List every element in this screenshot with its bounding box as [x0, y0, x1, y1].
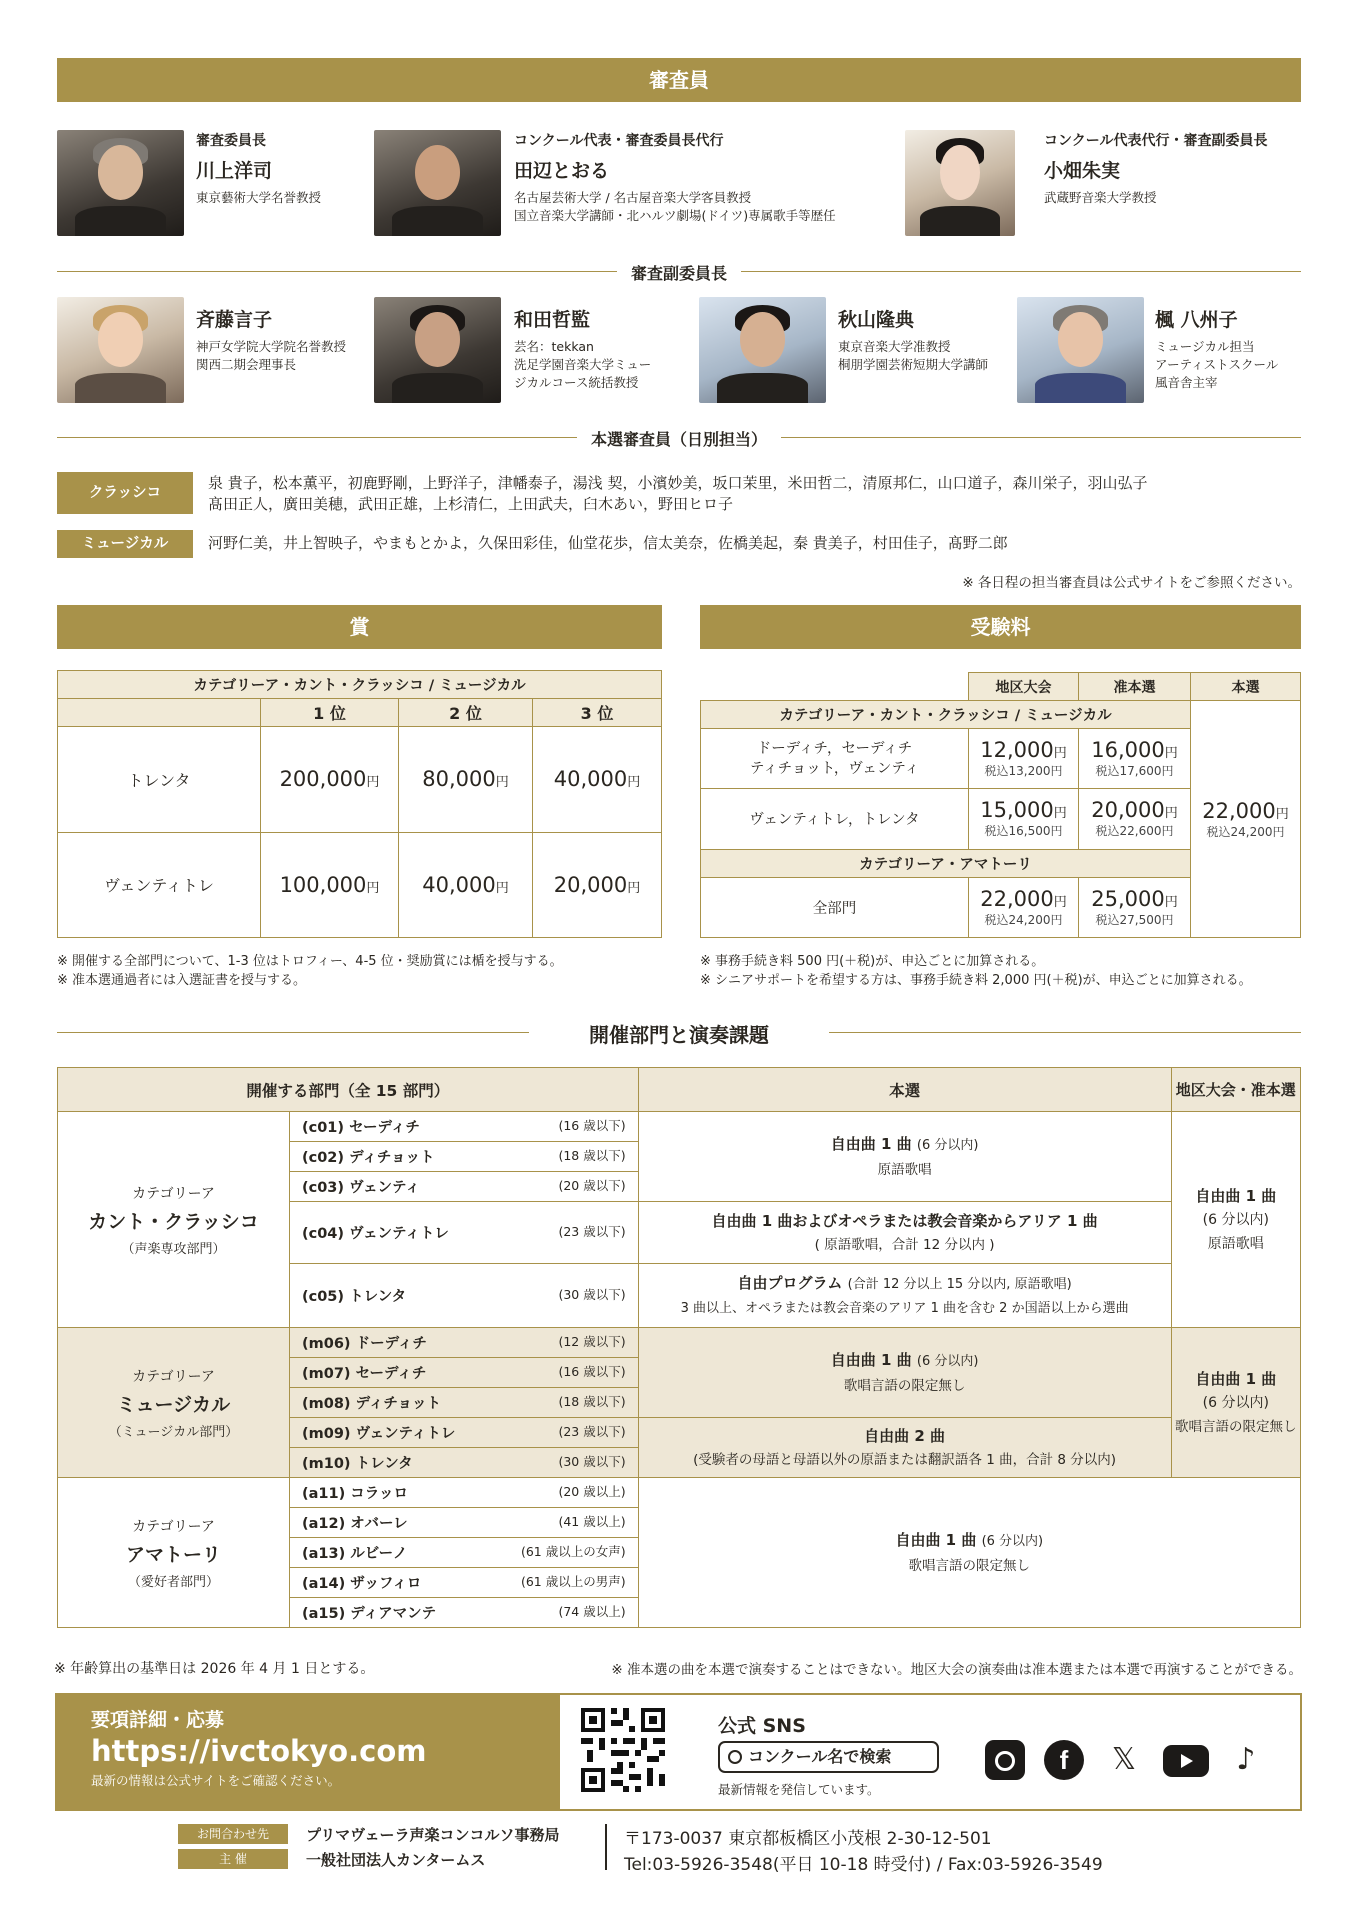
- site-link[interactable]: https://ivctokyo.com: [91, 1734, 427, 1768]
- sub-name: (m07) セーディチ: [302, 1366, 427, 1382]
- fee-amount: 15,000: [980, 798, 1054, 823]
- table-row: [58, 1328, 1301, 1358]
- vice-judge-3: [838, 305, 1013, 374]
- sub-division: [290, 1478, 639, 1508]
- panel-title: 本選審査員（日別担当）: [590, 430, 767, 449]
- judge-photo: [699, 297, 826, 403]
- cat-sub: （声楽専攻部門）: [121, 1241, 226, 1257]
- cat-sub: （ミュージカル部門）: [108, 1424, 239, 1440]
- sub-name: (c01) セーディチ: [302, 1120, 420, 1136]
- divider: [57, 437, 577, 438]
- sub-division: [290, 1448, 639, 1478]
- judge-photo: [374, 297, 501, 403]
- sub-age: (20 歳以上): [558, 1484, 626, 1499]
- task-limit: (6 分以内): [1202, 1211, 1269, 1228]
- judge-photo: [905, 130, 1015, 236]
- prize-row-label: トレンタ: [58, 727, 261, 833]
- judge-desc: 関西二期会理事長: [196, 357, 297, 372]
- judge-role: 審査委員長: [196, 133, 266, 149]
- district-task: [1171, 1112, 1300, 1328]
- divisions-table: [57, 1067, 1301, 1628]
- judge-1: [196, 130, 356, 207]
- sub-name: (c03) ヴェンティ: [302, 1180, 420, 1196]
- fee-final-cell: [1191, 701, 1301, 938]
- cat-label: カテゴリーア: [132, 1368, 215, 1385]
- youtube-icon[interactable]: [1163, 1745, 1209, 1777]
- sub-name: (a15) ディアマンテ: [302, 1606, 437, 1622]
- fee-corner: [701, 673, 969, 701]
- task-limit: (6 分以内): [1202, 1394, 1269, 1411]
- div-head: 本選: [638, 1068, 1171, 1112]
- contact-tag: お問合わせ先: [178, 1824, 288, 1844]
- qr-code[interactable]: [578, 1705, 668, 1795]
- sub-name: (a14) ザッフィロ: [302, 1576, 422, 1592]
- task-limit: (6 分以内): [916, 1137, 979, 1153]
- sub-age: (16 歳以下): [558, 1364, 626, 1379]
- yen-unit: 円: [366, 880, 380, 896]
- prize-notes: [57, 952, 677, 990]
- judge-name: 川上洋司: [196, 160, 273, 182]
- sub-age: (23 歳以下): [558, 1224, 626, 1239]
- judge-name: 小畑朱実: [1044, 160, 1121, 182]
- sub-age: (30 歳以下): [558, 1454, 626, 1469]
- table-row: [58, 1112, 1301, 1142]
- divider: [57, 1032, 529, 1033]
- cat-sub: （愛好者部門）: [127, 1574, 219, 1590]
- host-name: 一般社団法人カンタームス: [306, 1851, 486, 1869]
- x-icon[interactable]: 𝕏: [1111, 1742, 1137, 1777]
- yen-unit: 円: [1053, 746, 1067, 762]
- divider: [741, 271, 1301, 272]
- div-note-right: ※ 准本選の曲を本選で演奏することはできない。地区大会の演奏曲は准本選または本選で再演することができる。: [611, 1662, 1302, 1678]
- judge-photo: [1017, 297, 1144, 403]
- judge-desc: 桐朋学園芸術短期大学講師: [838, 357, 989, 372]
- table-row: [58, 727, 662, 833]
- sub-division: [290, 1112, 639, 1142]
- sub-age: (16 歳以下): [558, 1118, 626, 1133]
- sub-age: (20 歳以下): [558, 1178, 626, 1193]
- sub-name: (m06) ドーディチ: [302, 1336, 427, 1352]
- yen-unit: 円: [495, 775, 509, 791]
- judge-photo: [57, 297, 184, 403]
- sub-name: (a12) オバーレ: [302, 1516, 408, 1532]
- divider: [829, 1032, 1301, 1033]
- note-line: ※ シニアサポートを希望する方は、事務手続き料 2,000 円(＋税)が、申込ごとに加算される。: [700, 973, 1252, 988]
- judge-photo: [57, 130, 184, 236]
- table-row: [58, 832, 662, 938]
- judge-desc: 東京藝術大学名誉教授: [196, 190, 322, 205]
- task-title: 自由曲 1 曲: [895, 1530, 977, 1549]
- sub-name: (c02) ディチョット: [302, 1150, 435, 1166]
- judge-name: 楓 八州子: [1155, 309, 1238, 331]
- cat-name: ミュージカル: [116, 1393, 231, 1416]
- div-head: 開催する部門（全 15 部門）: [58, 1068, 639, 1112]
- final-task: [638, 1264, 1171, 1328]
- sub-division: [290, 1142, 639, 1172]
- panel-line: 髙田正人，廣田美穂，武田正雄，上杉清仁，上田武夫，臼木あい，野田ヒロ子: [208, 495, 734, 513]
- tiktok-icon[interactable]: ♪: [1236, 1742, 1256, 1777]
- sub-division: [290, 1388, 639, 1418]
- judge-2: [514, 130, 894, 225]
- div-category: [58, 1112, 290, 1328]
- fee-amount: 22,000: [980, 886, 1054, 911]
- sns-title: 公式 SNS: [718, 1715, 806, 1737]
- judge-3: [1044, 130, 1304, 207]
- yen-unit: 円: [1053, 806, 1067, 822]
- address: 〒173-0037 東京都板橋区小茂根 2-30-12-501: [624, 1829, 992, 1849]
- prize-amount: 40,000: [553, 767, 628, 792]
- yen-unit: 円: [1164, 806, 1178, 822]
- sub-age: (18 歳以下): [558, 1394, 626, 1409]
- tel-fax[interactable]: Tel:03-5926-3548(平日 10-18 時受付) / Fax:03-5926-3549: [624, 1855, 1103, 1875]
- judge-desc: 東京音楽大学准教授: [838, 339, 951, 354]
- sub-division: [290, 1328, 639, 1358]
- sub-division: [290, 1508, 639, 1538]
- final-task: [638, 1478, 1300, 1628]
- facebook-icon[interactable]: f: [1044, 1740, 1084, 1780]
- search-icon: [728, 1750, 742, 1764]
- prize-amount: 200,000: [279, 767, 367, 792]
- note-line: ※ 開催する全部門について、1-3 位はトロフィー、4-5 位・奨励賞には楯を授与する。: [57, 954, 563, 969]
- yen-unit: 円: [495, 880, 509, 896]
- task-note: 歌唱言語の限定無し: [843, 1377, 966, 1394]
- sub-name: (c05) トレンタ: [302, 1289, 407, 1305]
- vice-judge-2: [514, 305, 689, 392]
- prize-row-label: ヴェンティトレ: [58, 832, 261, 938]
- fee-tax: 税込24,200円: [1206, 824, 1285, 839]
- fee-notes: [700, 952, 1320, 990]
- sub-age: (30 歳以下): [558, 1287, 626, 1302]
- fee-tax: 税込17,600円: [1095, 764, 1174, 779]
- sub-division: [290, 1264, 639, 1328]
- task-note: 原語歌唱: [1207, 1235, 1264, 1252]
- cat-name: カント・クラッシコ: [88, 1210, 259, 1233]
- host-tag: 主 催: [178, 1849, 288, 1869]
- district-task: [1171, 1328, 1300, 1478]
- task-title: 自由曲 1 曲: [830, 1134, 912, 1153]
- panel-line: 河野仁美，井上智映子，やまもとかよ，久保田彩佳，仙堂花歩，信太美奈，佐橋美起，秦 貴美子，村田佳子，髙野二郎: [208, 534, 1008, 552]
- final-task: [638, 1328, 1171, 1418]
- yen-unit: 円: [627, 880, 641, 896]
- sub-age: (74 歳以上): [558, 1604, 626, 1619]
- judges-title-bar: 審査員: [57, 58, 1301, 102]
- prize-amount: 100,000: [279, 872, 367, 897]
- cat-name: アマトーリ: [125, 1543, 221, 1566]
- judge-desc: 国立音楽大学講師・北ハルツ劇場(ドイツ)専属歌手等歴任: [514, 208, 836, 223]
- sub-division: [290, 1358, 639, 1388]
- prize-place-header: 3 位: [533, 699, 662, 727]
- fee-tax: 税込22,600円: [1095, 824, 1174, 839]
- judge-desc: 武蔵野音楽大学教授: [1044, 190, 1157, 205]
- cat-label: カテゴリーア: [132, 1518, 215, 1535]
- judge-desc: 洗足学園音楽大学ミュー: [514, 357, 652, 372]
- divider: [781, 437, 1301, 438]
- fee-col-header: 本選: [1191, 673, 1301, 701]
- sub-division: [290, 1202, 639, 1264]
- fee-tax: 税込24,200円: [984, 912, 1063, 927]
- judge-role: コンクール代表代行・審査副委員長: [1044, 133, 1268, 149]
- fee-amount: 20,000: [1091, 798, 1165, 823]
- task-title: 自由曲 1 曲: [830, 1350, 912, 1369]
- div-category: [58, 1328, 290, 1478]
- judge-desc: 風音舎主宰: [1155, 375, 1218, 390]
- divisions-title: 開催部門と演奏課題: [589, 1023, 769, 1047]
- fee-col-header: 地区大会: [969, 673, 1079, 701]
- judge-desc: 神戸女学院大学院名誉教授: [196, 339, 347, 354]
- prize-category-header: カテゴリーア・カント・クラッシコ / ミュージカル: [58, 671, 662, 699]
- fee-amount: 22,000: [1202, 798, 1276, 823]
- sns-search-box[interactable]: [718, 1741, 939, 1773]
- fee-row-label: 全部門: [701, 877, 969, 937]
- sub-division: [290, 1418, 639, 1448]
- vice-judge-4: [1155, 305, 1305, 392]
- judge-photo: [374, 130, 501, 236]
- sub-name: (c04) ヴェンティトレ: [302, 1226, 449, 1242]
- task-title: 自由曲 2 曲: [864, 1426, 946, 1445]
- div-category: [58, 1478, 290, 1628]
- note-line: ※ 准本選通過者には入選証書を授与する。: [57, 973, 307, 988]
- yen-unit: 円: [1275, 806, 1289, 822]
- task-note: 歌唱言語の限定無し: [908, 1557, 1031, 1574]
- sub-division: [290, 1598, 639, 1628]
- fee-amount: 25,000: [1091, 886, 1165, 911]
- note-line: ※ 事務手続き料 500 円(＋税)が、申込ごとに加算される。: [700, 954, 1045, 969]
- cat-label: カテゴリーア: [132, 1185, 215, 1202]
- div-note-left: ※ 年齢算出の基準日は 2026 年 4 月 1 日とする。: [54, 1661, 375, 1677]
- fee-tax: 税込13,200円: [984, 764, 1063, 779]
- fee-category-header: カテゴリーア・アマトーリ: [701, 849, 1191, 877]
- yen-unit: 円: [627, 775, 641, 791]
- div-head: 地区大会・准本選: [1171, 1068, 1300, 1112]
- panel-list-musical: [208, 533, 1308, 554]
- sns-note: 最新情報を発信しています。: [718, 1782, 880, 1797]
- task-limit: (合計 12 分以上 15 分以内, 原語歌唱): [847, 1276, 1072, 1292]
- apply-label: 要項詳細・応募: [91, 1709, 225, 1731]
- sub-name: (m10) トレンタ: [302, 1456, 413, 1472]
- sub-age: (12 歳以下): [558, 1334, 626, 1349]
- prize-amount: 40,000: [422, 872, 496, 897]
- sub-age: (41 歳以上): [558, 1514, 626, 1529]
- final-task: [638, 1112, 1171, 1202]
- panel-list-classico: [208, 473, 1308, 515]
- judge-name: 斉藤言子: [196, 309, 273, 331]
- task-title: 自由曲 1 曲: [1195, 1186, 1277, 1205]
- prize-table: [57, 670, 662, 938]
- yen-unit: 円: [1053, 894, 1067, 910]
- sub-age: (61 歳以上の女声): [520, 1544, 626, 1559]
- judge-desc: ミュージカル担当: [1155, 339, 1255, 354]
- prize-title-bar: 賞: [57, 605, 662, 649]
- fee-col-header: 准本選: [1079, 673, 1191, 701]
- sub-age: (23 歳以下): [558, 1424, 626, 1439]
- fee-row-label: ティチョット，ヴェンティ: [749, 760, 920, 777]
- contact-name: プリマヴェーラ声楽コンコルソ事務局: [306, 1826, 560, 1844]
- sub-name: (a13) ルビーノ: [302, 1546, 408, 1562]
- yen-unit: 円: [1164, 894, 1178, 910]
- final-task: [638, 1418, 1171, 1478]
- fee-tax: 税込16,500円: [984, 824, 1063, 839]
- yen-unit: 円: [1164, 746, 1178, 762]
- prize-amount: 80,000: [422, 767, 496, 792]
- fee-category-header: カテゴリーア・カント・クラッシコ / ミュージカル: [701, 701, 1191, 729]
- fee-tax: 税込27,500円: [1095, 912, 1174, 927]
- task-title: 自由プログラム: [737, 1273, 843, 1292]
- sub-name: (a11) コラッロ: [302, 1486, 408, 1502]
- panel-note: ※ 各日程の担当審査員は公式サイトをご参照ください。: [962, 575, 1301, 591]
- sns-search-label: コンクール名で検索: [748, 1747, 892, 1766]
- task-title: 自由曲 1 曲およびオペラまたは教会音楽からアリア 1 曲: [711, 1211, 1098, 1230]
- task-limit: (6 分以内): [981, 1533, 1044, 1549]
- prize-corner: [58, 699, 261, 727]
- prize-place-header: 1 位: [261, 699, 399, 727]
- sub-age: (61 歳以上の男声): [520, 1574, 626, 1589]
- fee-row-label: ヴェンティトレ，トレンタ: [701, 789, 969, 849]
- judge-desc: ジカルコース統括教授: [514, 375, 639, 390]
- prize-place-header: 2 位: [399, 699, 533, 727]
- task-note: 原語歌唱: [877, 1161, 932, 1178]
- fee-row-label: ドーディチ，セーディチ: [756, 740, 913, 757]
- yen-unit: 円: [366, 775, 380, 791]
- task-limit: (6 分以内): [916, 1353, 979, 1369]
- divider: [57, 271, 617, 272]
- sub-age: (18 歳以下): [558, 1148, 626, 1163]
- final-task: [638, 1202, 1171, 1264]
- sub-division: [290, 1568, 639, 1598]
- task-title: 自由曲 1 曲: [1195, 1369, 1277, 1388]
- panel-tag-classico: クラッシコ: [57, 472, 193, 514]
- panel-tag-musical: ミュージカル: [57, 530, 193, 558]
- vice-title: 審査副委員長: [630, 264, 727, 283]
- vice-judge-1: [196, 305, 371, 374]
- panel-line: 泉 貴子，松本薫平，初鹿野剛，上野洋子，津幡泰子，湯浅 契，小濱妙美，坂口茉里，米田哲二，清原邦仁，山口道子，森川栄子，羽山弘子: [208, 474, 1148, 492]
- task-note: 歌唱言語の限定無し: [1175, 1418, 1297, 1435]
- task-note: ( 原語歌唱，合計 12 分以内 ): [814, 1236, 995, 1253]
- sub-name: (m08) ディチョット: [302, 1396, 441, 1412]
- judge-name: 田辺とおる: [514, 160, 610, 182]
- judge-desc: 名古屋芸術大学 / 名古屋音楽大学客員教授: [514, 190, 752, 205]
- judge-desc: アーティストスクール: [1155, 357, 1279, 372]
- fee-title-bar: 受験料: [700, 605, 1301, 649]
- fee-table: [700, 672, 1301, 938]
- judge-role: コンクール代表・審査委員長代行: [514, 133, 724, 149]
- footer-separator: [605, 1824, 607, 1870]
- judge-desc: 芸名：tekkan: [514, 339, 594, 354]
- sub-division: [290, 1172, 639, 1202]
- apply-panel: [55, 1693, 560, 1811]
- table-row: [58, 1478, 1301, 1508]
- sub-name: (m09) ヴェンティトレ: [302, 1426, 456, 1442]
- task-note: (受験者の母語と母語以外の原語または翻訳語各 1 曲，合計 8 分以内): [693, 1451, 1117, 1468]
- fee-amount: 12,000: [980, 738, 1054, 763]
- instagram-icon[interactable]: [985, 1740, 1025, 1780]
- fee-amount: 16,000: [1091, 738, 1165, 763]
- site-note: 最新の情報は公式サイトをご確認ください。: [91, 1773, 341, 1788]
- prize-amount: 20,000: [553, 872, 628, 897]
- judge-name: 和田哲監: [514, 309, 591, 331]
- task-note: 3 曲以上、オペラまたは教会音楽のアリア 1 曲を含む 2 か国語以上から選曲: [680, 1300, 1129, 1316]
- judge-name: 秋山隆典: [838, 309, 915, 331]
- sub-division: [290, 1538, 639, 1568]
